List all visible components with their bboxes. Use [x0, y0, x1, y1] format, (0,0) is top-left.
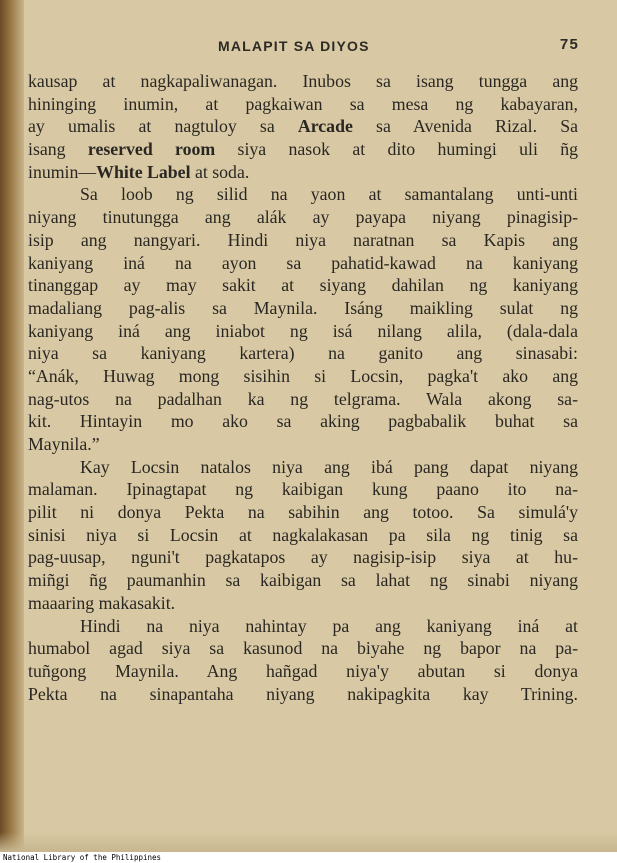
text-line-22: pag-uusap, nguni't pagkatapos ay nagisip-isip siya at hu- [28, 547, 578, 568]
text-line-11: madaliang pag-alis sa Maynila. Isáng maikling sulat ng [28, 297, 578, 318]
line-4-segment-2: siya nasok at dito humingi uli ñg [215, 139, 578, 160]
text-line-17: Maynila.” [28, 434, 100, 454]
text-line-1: kausap at nagkapaliwanagan. Inubos sa isang tungga ang [28, 71, 578, 91]
text-line-20: pilit ni donya Pekta na sabihin ang totoo. Sa simulá'y [28, 502, 578, 523]
text-line-6: Sa loob ng silid na yaon at samantalang unti-unti [80, 184, 578, 205]
text-line-25: Hindi na niya nahintay pa ang kaniyang iná at [80, 615, 578, 636]
text-line-16: kit. Hintayin mo ako sa aking pagbabalik buhat sa [28, 411, 578, 432]
text-line-26: humabol agad siya sa kasunod na biyahe ng bapor na pa- [28, 638, 578, 659]
emphasis-white-label: White Label [96, 161, 191, 182]
text-line-2: hininging inumin, at pagkaiwan sa mesa ng kabayaran, [28, 93, 578, 114]
page-bottom-shadow [0, 832, 617, 852]
text-line-21: sinisi niya si Locsin at nagkalakasan pa sila ng tinig sa [28, 524, 578, 545]
line-5-segment-2: at soda. [190, 161, 250, 182]
emphasis-arcade: Arcade [297, 116, 353, 137]
emphasis-reserved-room: reserved room [87, 139, 216, 160]
line-3-segment-1: ay umalis at nagtuloy sa [28, 116, 298, 137]
text-line-5 [28, 161, 578, 184]
text-line-15: nag-utos na padalhan ka ng telgrama. Wala akong sa- [28, 388, 578, 409]
text-line-27: tuñgong Maynila. Ang hañgad niya'y abutan si donya [28, 660, 578, 681]
body-text [28, 70, 578, 705]
text-line-23: miñgi ñg paumanhin sa kaibigan sa lahat ng sinabi niyang [28, 570, 578, 591]
text-line-7: niyang tinutungga ang alák ay payapa niyang pinagisip- [28, 207, 578, 228]
book-spine-shadow [0, 0, 24, 852]
text-line-14: “Anák, Huwag mong sisihin si Locsin, pagka't ako ang [28, 365, 578, 386]
running-title: MALAPIT SA DIYOS [218, 38, 370, 54]
text-line-24: maaaring makasakit. [28, 592, 176, 613]
text-line-28: Pekta na sinapantaha niyang nakipagkita kay Trining. [28, 683, 578, 704]
line-4-segment-1: isang [28, 139, 88, 160]
text-line-4 [28, 138, 578, 161]
line-5-segment-1: inumin— [28, 161, 97, 182]
text-line-18: Kay Locsin natalos niya ang ibá pang dapat niyang [80, 456, 578, 477]
text-line-8: isip ang nangyari. Hindi niya naratnan sa Kapis ang [28, 229, 578, 250]
text-line-12: kaniyang iná ang iniabot ng isá nilang alila, (dala-dala [28, 320, 578, 341]
text-line-9: kaniyang iná na ayon sa pahatid-kawad na kaniyang [28, 252, 578, 273]
line-3-segment-2: sa Avenida Rizal. Sa [352, 116, 578, 137]
text-line-19: malaman. Ipinagtapat ng kaibigan kung paano ito na- [28, 479, 578, 500]
text-line-3 [28, 115, 578, 138]
scan-credit: National Library of the Philippines [3, 853, 162, 862]
running-head [40, 34, 579, 56]
page-number: 75 [559, 36, 579, 53]
text-line-13: niya sa kaniyang kartera) na ganito ang sinasabi: [28, 343, 578, 364]
text-line-10: tinanggap ay may sakit at siyang dahilan ng kaniyang [28, 275, 578, 296]
